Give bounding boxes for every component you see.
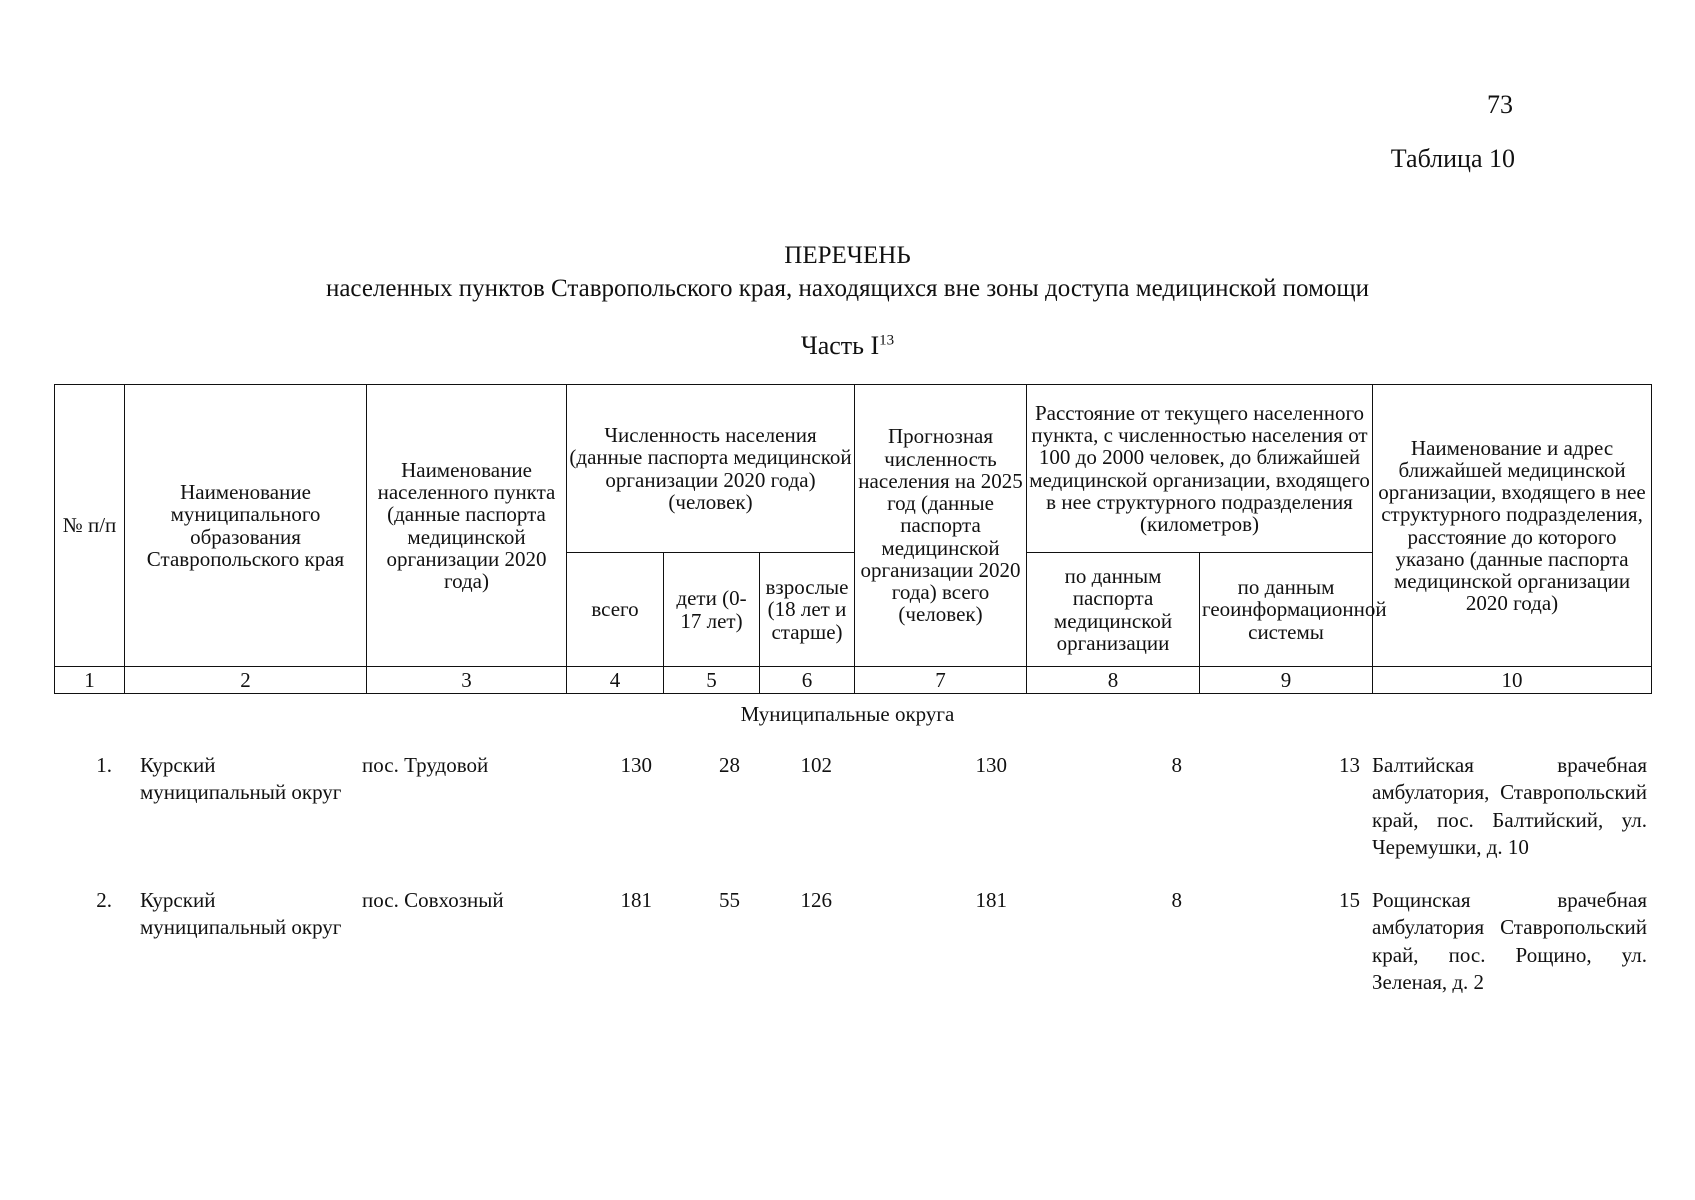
distance-passport-cell: 8: [1171, 753, 1182, 777]
header-col-6: взрослые (18 лет и старше): [760, 553, 855, 667]
part-text: Часть I: [800, 331, 880, 360]
row-number: 2.: [96, 888, 112, 913]
header-col-9: по данным геоинформационной системы: [1200, 553, 1373, 667]
column-number: 7: [855, 667, 1027, 694]
population-total-cell: 181: [620, 888, 652, 913]
header-col-3: Наименование населенного пункта (данные паспорта медицинской организации 2020 года): [367, 385, 567, 667]
header-table: [54, 384, 1652, 694]
header-col-2: Наименование муниципального образования Ставропольского края: [125, 385, 367, 667]
table-row: [54, 887, 1651, 996]
population-children-cell: 55: [719, 888, 740, 913]
column-number: 4: [567, 667, 664, 694]
organization-cell: Рощинская врачебная амбулатория Ставропольский край, пос. Рощино, ул. Зеленая, д. 2: [1372, 888, 1647, 995]
column-number: 6: [760, 667, 855, 694]
header-col-10: Наименование и адрес ближайшей медицинской организации, входящего в нее структурного подразделения, расстояние до которого указано (данные паспорта медицинской организации 2020 года): [1373, 385, 1652, 667]
distance-gis-cell: 13: [1339, 753, 1360, 777]
header-col-7: Прогнозная численность населения на 2025 год (данные паспорта медицинской организации 2020 года) всего (человек): [855, 385, 1027, 667]
part-heading: [0, 331, 1695, 361]
table-row: [54, 752, 1651, 861]
header-col-4: всего: [567, 553, 664, 667]
settlement-cell: пос. Совхозный: [362, 888, 504, 913]
column-number: 3: [367, 667, 567, 694]
table-body: [54, 752, 1651, 1022]
header-col-8: по данным паспорта медицинской организации: [1027, 553, 1200, 667]
population-children-cell: 28: [719, 753, 740, 777]
population-total-cell: 130: [620, 753, 652, 777]
header-population-group: Численность населения (данные паспорта медицинской организации 2020 года) (человек): [567, 385, 855, 553]
row-number: 1.: [96, 753, 112, 777]
forecast-cell: 130: [975, 753, 1007, 777]
section-label: Муниципальные округа: [740, 702, 955, 726]
organization-cell: Балтийская врачебная амбулатория, Ставропольский край, пос. Балтийский, ул. Черемушки, д. 10: [1372, 753, 1647, 859]
column-number: 5: [664, 667, 760, 694]
municipality-cell: Курский муниципальный округ: [140, 753, 342, 805]
population-adults-cell: 126: [800, 888, 832, 913]
part-footnote: 13: [879, 332, 895, 349]
page-number: 73: [1487, 90, 1513, 119]
column-number-row: [55, 667, 1652, 694]
column-number: 10: [1373, 667, 1652, 694]
distance-gis-cell: 15: [1339, 888, 1360, 913]
table-label: Таблица 10: [1390, 144, 1515, 173]
header-col-5: дети (0-17 лет): [664, 553, 760, 667]
document-subtitle: населенных пунктов Ставропольского края, находящихся вне зоны доступа медицинской помощи: [325, 275, 1370, 302]
document-title: ПЕРЕЧЕНЬ: [784, 242, 911, 269]
column-number: 2: [125, 667, 367, 694]
header-distance-group: Расстояние от текущего населенного пункта, с численностью населения от 100 до 2000 человек, до ближайшей медицинской организации, входящего в нее структурного подразделения (километров): [1027, 385, 1373, 553]
distance-passport-cell: 8: [1171, 888, 1182, 913]
municipality-cell: Курский муниципальный округ: [140, 888, 342, 940]
settlement-cell: пос. Трудовой: [362, 753, 489, 777]
forecast-cell: 181: [975, 888, 1007, 913]
column-number: 9: [1200, 667, 1373, 694]
population-adults-cell: 102: [800, 753, 832, 777]
column-number: 8: [1027, 667, 1200, 694]
header-col-1: № п/п: [55, 385, 125, 667]
column-number: 1: [55, 667, 125, 694]
